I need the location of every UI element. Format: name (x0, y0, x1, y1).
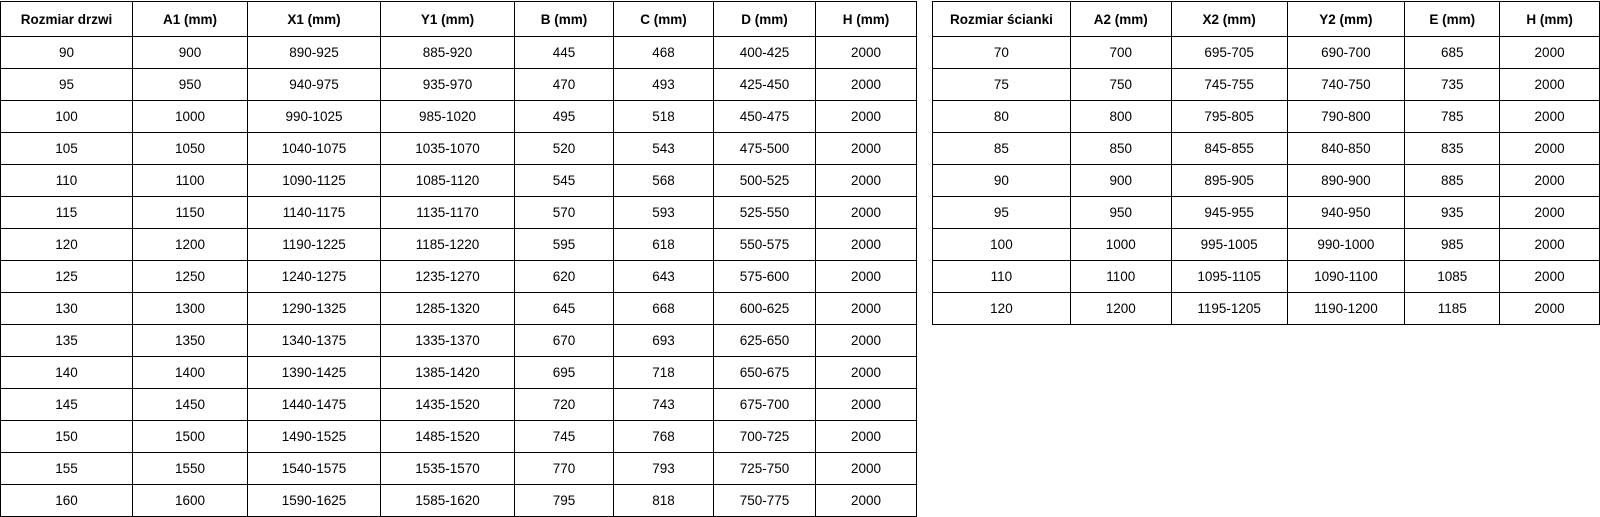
table-cell: 1135-1170 (381, 197, 515, 229)
table-cell: 845-855 (1171, 133, 1287, 165)
table-row (1, 101, 917, 133)
table-cell: 155 (1, 453, 133, 485)
table-cell: 935 (1405, 197, 1500, 229)
table-cell: 1195-1205 (1171, 293, 1287, 325)
table-cell: 890-925 (248, 37, 381, 69)
table-cell: 850 (1070, 133, 1171, 165)
table-cell: 2000 (816, 421, 917, 453)
table-cell: 450-475 (714, 101, 816, 133)
table-cell: 1440-1475 (248, 389, 381, 421)
table-cell: 1200 (133, 229, 248, 261)
table-cell: 800 (1070, 101, 1171, 133)
table-cell: 1090-1100 (1287, 261, 1405, 293)
table-cell: 2000 (816, 485, 917, 517)
column-header: H (mm) (1500, 2, 1600, 37)
table-row (1, 453, 917, 485)
table-cell: 1140-1175 (248, 197, 381, 229)
table-cell: 700 (1070, 37, 1171, 69)
column-header: B (mm) (515, 2, 614, 37)
column-header: C (mm) (614, 2, 714, 37)
table-cell: 990-1025 (248, 101, 381, 133)
column-header: Rozmiar ścianki (933, 2, 1071, 37)
table-cell: 70 (933, 37, 1071, 69)
table-cell: 2000 (1500, 261, 1600, 293)
table-cell: 890-900 (1287, 165, 1405, 197)
column-header: E (mm) (1405, 2, 1500, 37)
walls-dimensions-table-container (932, 1, 1600, 325)
table-header-row (933, 2, 1600, 37)
table-cell: 1385-1420 (381, 357, 515, 389)
table-cell: 1240-1275 (248, 261, 381, 293)
table-cell: 1390-1425 (248, 357, 381, 389)
table-row (933, 197, 1600, 229)
table-cell: 1190-1225 (248, 229, 381, 261)
table-cell: 693 (614, 325, 714, 357)
column-header: A1 (mm) (133, 2, 248, 37)
table-cell: 985-1020 (381, 101, 515, 133)
table-cell: 1050 (133, 133, 248, 165)
table-cell: 1350 (133, 325, 248, 357)
table-cell: 140 (1, 357, 133, 389)
table-row (933, 165, 1600, 197)
table-cell: 1250 (133, 261, 248, 293)
table-cell: 2000 (1500, 197, 1600, 229)
walls-table-header (933, 2, 1600, 37)
column-header: Y2 (mm) (1287, 2, 1405, 37)
table-cell: 90 (1, 37, 133, 69)
table-cell: 950 (1070, 197, 1171, 229)
table-cell: 1600 (133, 485, 248, 517)
table-cell: 1100 (133, 165, 248, 197)
table-cell: 1000 (133, 101, 248, 133)
column-header: Rozmiar drzwi (1, 2, 133, 37)
table-cell: 1400 (133, 357, 248, 389)
table-cell: 85 (933, 133, 1071, 165)
table-cell: 643 (614, 261, 714, 293)
table-row (1, 485, 917, 517)
table-cell: 620 (515, 261, 614, 293)
table-cell: 790-800 (1287, 101, 1405, 133)
table-cell: 105 (1, 133, 133, 165)
table-cell: 625-650 (714, 325, 816, 357)
table-cell: 100 (933, 229, 1071, 261)
column-header: D (mm) (714, 2, 816, 37)
table-cell: 518 (614, 101, 714, 133)
table-cell: 1540-1575 (248, 453, 381, 485)
table-cell: 2000 (816, 165, 917, 197)
table-cell: 595 (515, 229, 614, 261)
table-cell: 695-705 (1171, 37, 1287, 69)
table-cell: 900 (133, 37, 248, 69)
table-cell: 945-955 (1171, 197, 1287, 229)
table-cell: 470 (515, 69, 614, 101)
table-row (1, 261, 917, 293)
table-cell: 895-905 (1171, 165, 1287, 197)
table-header-row (1, 2, 917, 37)
table-cell: 1285-1320 (381, 293, 515, 325)
table-cell: 2000 (816, 389, 917, 421)
table-cell: 740-750 (1287, 69, 1405, 101)
table-cell: 500-525 (714, 165, 816, 197)
table-cell: 720 (515, 389, 614, 421)
table-row (933, 37, 1600, 69)
table-cell: 570 (515, 197, 614, 229)
table-cell: 575-600 (714, 261, 816, 293)
table-cell: 2000 (1500, 229, 1600, 261)
table-cell: 935-970 (381, 69, 515, 101)
table-row (933, 261, 1600, 293)
table-cell: 95 (933, 197, 1071, 229)
table-cell: 1040-1075 (248, 133, 381, 165)
table-row (933, 293, 1600, 325)
table-cell: 900 (1070, 165, 1171, 197)
table-cell: 650-675 (714, 357, 816, 389)
doors-table-header (1, 2, 917, 37)
table-row (1, 133, 917, 165)
table-cell: 785 (1405, 101, 1500, 133)
table-row (933, 229, 1600, 261)
table-cell: 400-425 (714, 37, 816, 69)
table-cell: 130 (1, 293, 133, 325)
table-cell: 695 (515, 357, 614, 389)
table-cell: 835 (1405, 133, 1500, 165)
table-row (1, 165, 917, 197)
table-cell: 950 (133, 69, 248, 101)
table-cell: 2000 (1500, 133, 1600, 165)
table-cell: 150 (1, 421, 133, 453)
table-cell: 80 (933, 101, 1071, 133)
table-cell: 1190-1200 (1287, 293, 1405, 325)
doors-dimensions-table-container (0, 1, 917, 517)
table-cell: 1300 (133, 293, 248, 325)
table-row (1, 293, 917, 325)
table-cell: 718 (614, 357, 714, 389)
table-cell: 1200 (1070, 293, 1171, 325)
column-header: X2 (mm) (1171, 2, 1287, 37)
table-row (1, 357, 917, 389)
table-cell: 568 (614, 165, 714, 197)
table-cell: 1450 (133, 389, 248, 421)
table-row (1, 197, 917, 229)
table-cell: 1090-1125 (248, 165, 381, 197)
table-cell: 690-700 (1287, 37, 1405, 69)
table-cell: 940-950 (1287, 197, 1405, 229)
table-cell: 2000 (816, 37, 917, 69)
walls-table-body (933, 37, 1600, 325)
table-cell: 2000 (816, 229, 917, 261)
table-row (1, 229, 917, 261)
table-cell: 1100 (1070, 261, 1171, 293)
table-cell: 600-625 (714, 293, 816, 325)
table-cell: 2000 (816, 197, 917, 229)
table-cell: 745-755 (1171, 69, 1287, 101)
column-header: H (mm) (816, 2, 917, 37)
table-cell: 543 (614, 133, 714, 165)
table-row (1, 389, 917, 421)
table-cell: 1185 (1405, 293, 1500, 325)
table-cell: 725-750 (714, 453, 816, 485)
table-cell: 75 (933, 69, 1071, 101)
table-cell: 995-1005 (1171, 229, 1287, 261)
table-cell: 1095-1105 (1171, 261, 1287, 293)
table-cell: 793 (614, 453, 714, 485)
table-cell: 685 (1405, 37, 1500, 69)
table-row (1, 69, 917, 101)
table-cell: 2000 (1500, 69, 1600, 101)
table-cell: 1485-1520 (381, 421, 515, 453)
table-cell: 2000 (816, 357, 917, 389)
table-cell: 593 (614, 197, 714, 229)
table-cell: 750-775 (714, 485, 816, 517)
table-cell: 1550 (133, 453, 248, 485)
table-cell: 110 (933, 261, 1071, 293)
table-cell: 743 (614, 389, 714, 421)
table-cell: 1290-1325 (248, 293, 381, 325)
table-cell: 550-575 (714, 229, 816, 261)
table-row (933, 101, 1600, 133)
table-cell: 700-725 (714, 421, 816, 453)
table-cell: 1185-1220 (381, 229, 515, 261)
table-cell: 95 (1, 69, 133, 101)
table-cell: 735 (1405, 69, 1500, 101)
table-row (1, 421, 917, 453)
table-cell: 1335-1370 (381, 325, 515, 357)
table-cell: 520 (515, 133, 614, 165)
table-cell: 770 (515, 453, 614, 485)
table-cell: 1000 (1070, 229, 1171, 261)
table-cell: 990-1000 (1287, 229, 1405, 261)
table-cell: 750 (1070, 69, 1171, 101)
table-cell: 840-850 (1287, 133, 1405, 165)
walls-dimensions-table (932, 1, 1600, 325)
table-cell: 493 (614, 69, 714, 101)
table-cell: 160 (1, 485, 133, 517)
table-cell: 1435-1520 (381, 389, 515, 421)
table-cell: 1585-1620 (381, 485, 515, 517)
table-cell: 795-805 (1171, 101, 1287, 133)
table-cell: 100 (1, 101, 133, 133)
table-cell: 1085 (1405, 261, 1500, 293)
doors-table-body (1, 37, 917, 517)
table-cell: 445 (515, 37, 614, 69)
table-cell: 1035-1070 (381, 133, 515, 165)
table-row (1, 325, 917, 357)
table-cell: 468 (614, 37, 714, 69)
table-cell: 2000 (816, 133, 917, 165)
column-header: Y1 (mm) (381, 2, 515, 37)
table-cell: 425-450 (714, 69, 816, 101)
table-cell: 2000 (816, 101, 917, 133)
table-cell: 125 (1, 261, 133, 293)
table-cell: 1590-1625 (248, 485, 381, 517)
table-cell: 675-700 (714, 389, 816, 421)
table-cell: 885-920 (381, 37, 515, 69)
table-cell: 110 (1, 165, 133, 197)
table-cell: 2000 (1500, 165, 1600, 197)
table-cell: 1535-1570 (381, 453, 515, 485)
table-cell: 1500 (133, 421, 248, 453)
table-cell: 545 (515, 165, 614, 197)
table-cell: 2000 (816, 325, 917, 357)
table-row (933, 133, 1600, 165)
table-cell: 1150 (133, 197, 248, 229)
table-cell: 120 (1, 229, 133, 261)
column-header: A2 (mm) (1070, 2, 1171, 37)
table-cell: 2000 (1500, 293, 1600, 325)
table-cell: 1340-1375 (248, 325, 381, 357)
table-cell: 135 (1, 325, 133, 357)
table-cell: 645 (515, 293, 614, 325)
table-cell: 2000 (816, 453, 917, 485)
table-cell: 940-975 (248, 69, 381, 101)
table-row (1, 37, 917, 69)
table-cell: 668 (614, 293, 714, 325)
table-cell: 2000 (1500, 101, 1600, 133)
table-cell: 818 (614, 485, 714, 517)
table-cell: 1085-1120 (381, 165, 515, 197)
table-cell: 2000 (1500, 37, 1600, 69)
table-cell: 2000 (816, 261, 917, 293)
table-cell: 2000 (816, 69, 917, 101)
table-cell: 525-550 (714, 197, 816, 229)
table-cell: 1235-1270 (381, 261, 515, 293)
table-cell: 768 (614, 421, 714, 453)
table-cell: 795 (515, 485, 614, 517)
table-cell: 115 (1, 197, 133, 229)
table-cell: 475-500 (714, 133, 816, 165)
table-cell: 745 (515, 421, 614, 453)
table-cell: 1490-1525 (248, 421, 381, 453)
table-cell: 618 (614, 229, 714, 261)
table-row (933, 69, 1600, 101)
table-cell: 885 (1405, 165, 1500, 197)
table-cell: 495 (515, 101, 614, 133)
table-cell: 120 (933, 293, 1071, 325)
doors-dimensions-table (0, 1, 917, 517)
table-cell: 670 (515, 325, 614, 357)
column-header: X1 (mm) (248, 2, 381, 37)
table-cell: 2000 (816, 293, 917, 325)
table-cell: 985 (1405, 229, 1500, 261)
table-cell: 90 (933, 165, 1071, 197)
table-cell: 145 (1, 389, 133, 421)
